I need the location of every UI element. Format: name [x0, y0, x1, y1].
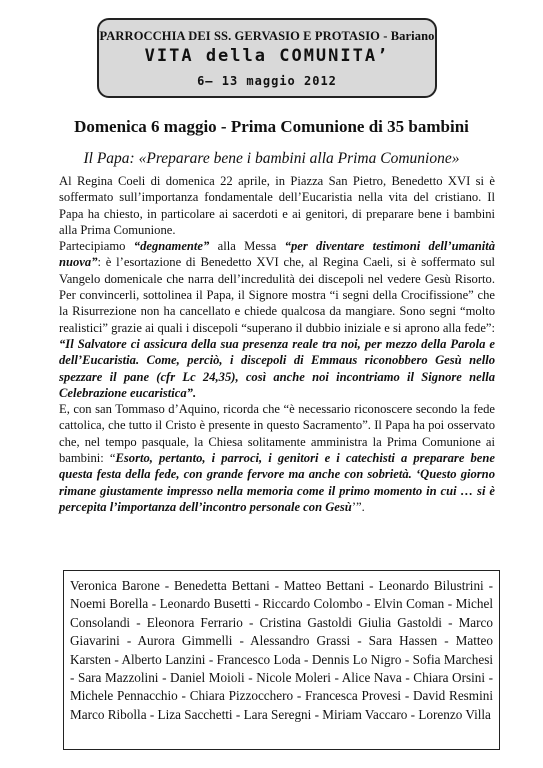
newsletter-header: [97, 18, 437, 98]
text-run: E, con san Tommaso d’Aquino, ricorda che “è necessario riconoscere secondo la fede cattolica, che tutto il Cristo è presente in questo Sacramento”. Il Papa ha poi osservato che, nel tempo pasquale, la Chiesa solitamente amministra la Prima Comunione ai bambini: “: [59, 402, 495, 466]
text-run: alla Messa: [209, 239, 285, 254]
text-run: Partecipiamo: [59, 239, 134, 254]
children-names-list: Veronica Barone - Benedetta Bettani - Matteo Bettani - Leonardo Bilustrini - Noemi Borella - Leonardo Busetti - Riccardo Colombo - Elvin Coman - Michel Consolandi - Eleonora Ferrario - Cristina Gastoldi Giulia Gastoldi - Marco Giavarini - Aurora Gimmelli - Alessandro Grassi - Sara Hassen - Matteo Karsten - Alberto Lanzini - Francesco Loda - Dennis Lo Nigro - Sofia Marchesi - Sara Mazzolini - Daniel Moioli - Nicole Moleri - Alice Nava - Chiara Orsini - Michele Pennacchio - Chiara Pizzocchero - Francesca Provesi - David Resmini Marco Ribolla - Liza Sacchetti - Lara Seregni - Miriam Vaccaro - Lorenzo Villa: [63, 570, 500, 750]
page-headline: Domenica 6 maggio - Prima Comunione di 35 bambini: [74, 117, 469, 136]
emphasis-testimoni: “per diventare testimoni dell’umanità nuova”: [59, 239, 495, 270]
issue-dates: 6– 13 maggio 2012: [197, 74, 337, 88]
article-body: [59, 173, 495, 515]
text-run: : è l’esortazione di Benedetto XVI che, al Regina Caeli, si è soffermato sul Vangelo domenicale che narra dell’incredulità dei discepoli nel vedere Gesù Risorto. Per convincerli, sottolinea il Papa, il Signore mostra “i segni della Crocifissione” che la Risurrezione non ha cancellato e chiede qualcosa da mangiare. Sono segni “molto realistici” grazie ai quali i discepoli “superano il dubbio iniziale e si aprono alla fede”:: [59, 255, 495, 335]
pope-exhortation-quote: Esorto, pertanto, i parroci, i genitori e i catechisti a preparare bene questa festa della fede, con grande fervore ma anche con sobrietà. ‘Questo giorno rimane giustamente impresso nella memoria come il primo momento in cui … si è percepita l’importanza dell’incontro personale con Gesù: [59, 451, 495, 514]
text-run: ’”.: [351, 499, 365, 514]
article-paragraph-2: [59, 238, 495, 401]
article-paragraph-1: Al Regina Coeli di domenica 22 aprile, in Piazza San Pietro, Benedetto XVI si è soffermato sull’importanza fondamentale dell’Eucaristia nella vita del cristiano. Il Papa ha chiesto, in particolare ai sacerdoti e ai genitori, di preparare bene i bambini alla Prima Comunione.: [59, 174, 495, 237]
pope-quote: “Il Salvatore ci assicura della sua presenza reale tra noi, per mezzo della Parola e dell’Eucaristia. Come, perciò, i discepoli di Emmaus riconobbero Gesù nello spezzare il pane (cfr Lc 24,35), così anche noi incontriamo il Signore nella Celebrazione eucaristica”.: [59, 336, 495, 400]
parish-name: PARROCCHIA DEI SS. GERVASIO E PROTASIO - Bariano: [99, 29, 435, 43]
page-subheadline: Il Papa: «Preparare bene i bambini alla Prima Comunione»: [83, 150, 460, 167]
article-paragraph-3: [59, 401, 495, 515]
newsletter-title: VITA della COMUNITA’: [144, 46, 390, 66]
emphasis-degnamente: “degnamente”: [133, 239, 210, 254]
